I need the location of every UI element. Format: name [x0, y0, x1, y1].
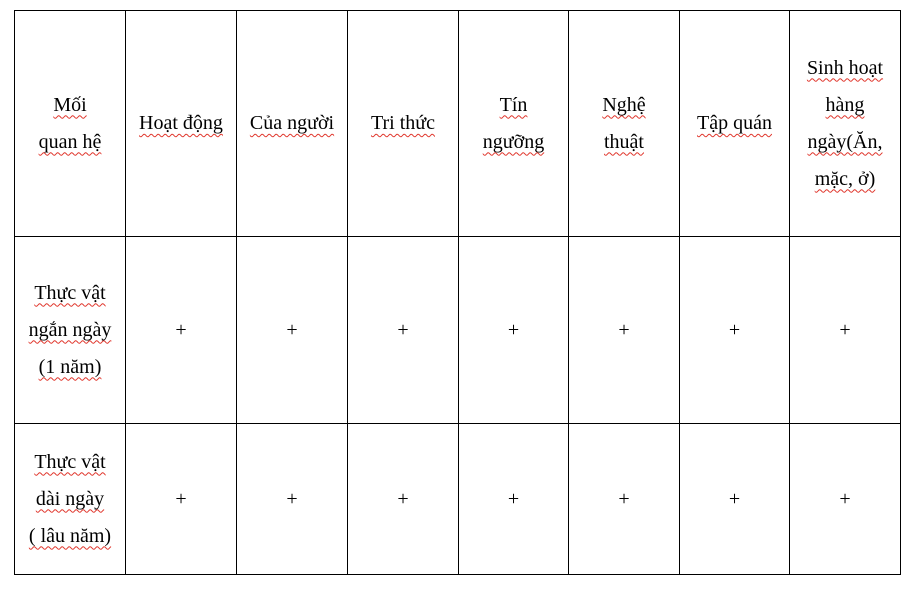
table-cell [348, 424, 459, 575]
plus-mark: + [839, 318, 851, 341]
header-line: Nghệ [602, 93, 646, 116]
header-cell-knowledge [348, 11, 459, 237]
row-label-line: (1 năm) [38, 355, 102, 378]
header-line: Của người [249, 112, 335, 134]
row-label-line: ( lâu năm) [28, 524, 112, 547]
row-label-line: Thực vật [34, 281, 106, 304]
header-cell-of-people [237, 11, 348, 237]
plus-mark: + [507, 487, 520, 510]
header-line: thuật [604, 130, 644, 153]
table-cell [126, 424, 237, 575]
row-label-cell [15, 424, 126, 575]
table-cell [459, 424, 569, 575]
header-line: Tập quán [697, 112, 772, 134]
table-cell [569, 424, 680, 575]
table-cell [680, 237, 790, 424]
table-cell [348, 237, 459, 424]
plus-mark: + [397, 318, 409, 341]
header-line: Sinh hoạt [806, 56, 884, 79]
plus-mark: + [728, 487, 741, 510]
header-line: Tri thức [370, 112, 435, 134]
table-cell [126, 237, 237, 424]
row-label-line: dài ngày [35, 487, 105, 510]
plus-mark: + [397, 487, 409, 510]
header-line: Hoạt động [139, 112, 223, 134]
row-label-cell [15, 237, 126, 424]
header-cell-daily-life [790, 11, 901, 237]
header-line: ngưỡng [482, 130, 545, 153]
table-row [15, 237, 901, 424]
table-cell [680, 424, 790, 575]
plus-mark: + [618, 487, 630, 510]
row-label-line: ngắn ngày [28, 318, 112, 341]
table-cell [459, 237, 569, 424]
header-line: mặc, ở) [814, 167, 876, 190]
table-cell [237, 237, 348, 424]
plus-mark: + [618, 318, 630, 341]
table-cell [790, 237, 901, 424]
row-label-line: Thực vật [34, 450, 106, 473]
plus-mark: + [175, 318, 187, 341]
header-row [15, 11, 901, 237]
plus-mark: + [839, 487, 851, 510]
header-line: Tín [499, 93, 528, 116]
plus-mark: + [286, 318, 298, 341]
header-cell-activity [126, 11, 237, 237]
table-cell [237, 424, 348, 575]
header-cell-art [569, 11, 680, 237]
plus-mark: + [728, 318, 741, 341]
header-cell-belief [459, 11, 569, 237]
table-cell [790, 424, 901, 575]
header-line: quan hệ [38, 130, 102, 153]
header-line: ngày(Ăn, [807, 130, 883, 153]
plus-mark: + [175, 487, 187, 510]
relationship-table [14, 10, 901, 575]
header-line: hàng [825, 93, 865, 116]
table-cell [569, 237, 680, 424]
plus-mark: + [286, 487, 298, 510]
header-cell-custom [680, 11, 790, 237]
header-line: Mối [53, 93, 87, 116]
header-cell-relationship [15, 11, 126, 237]
plus-mark: + [507, 318, 520, 341]
table-row [15, 424, 901, 575]
